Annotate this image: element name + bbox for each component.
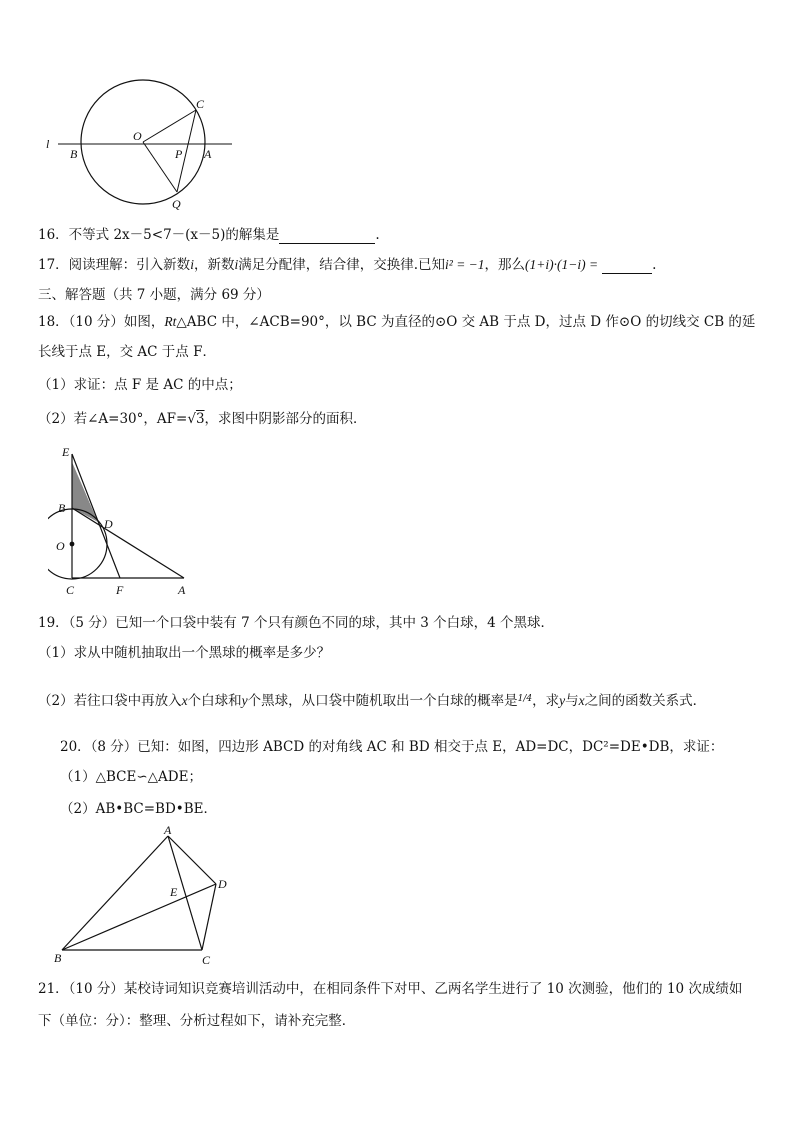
q17-end: . [652,257,657,273]
q18-sub2-a: （2）若∠A=30°，AF= [38,411,188,427]
figure-circle-line [40,78,240,218]
label-A: A [178,583,186,597]
label-C: C [196,97,205,111]
label-F: F [116,583,124,597]
q19-sub2-b: 个白球和 [187,693,242,709]
question-19-line1: 19．（5 分）已知一个口袋中装有 7 个只有颜色不同的球，其中 3 个白球，4 个黑球． [38,615,555,631]
question-21-line2: 下（单位：分）：整理、分析过程如下，请补充完整． [38,1013,356,1029]
label-E: E [62,445,70,459]
label-B: B [54,951,62,965]
q17-i2: i [234,257,239,272]
question-20-sub1: （1）△BCE∽△ADE； [60,769,202,785]
q17-eq1: i² = −1 [445,257,485,272]
q19-sub2-a: （2）若往口袋中再放入 [38,693,182,709]
question-19-sub1: （1）求从中随机抽取出一个黑球的概率是多少？ [38,645,331,661]
answer-blank-16[interactable] [279,229,375,244]
q18-sqrt: 3 [195,411,205,427]
q17-i1: i [190,257,194,272]
question-18-sub1: （1）求证：点 F 是 AC 的中点； [38,377,242,393]
label-P: P [175,147,183,161]
q18-line1-a: 18．（10 分）如图， [38,314,165,330]
question-19-sub2 [38,690,706,710]
label-A: A [204,147,212,161]
label-C: C [202,953,211,967]
q18-rt: Rt [164,314,177,329]
answer-blank-17[interactable] [602,259,652,274]
label-l: l [46,137,50,151]
q19-sub2-d: ，求 [532,693,560,709]
q19-y2: y [559,693,566,708]
figure-right-triangle-circle [48,440,198,602]
question-18-line2: 长线于点 E，交 AC 于点 F． [38,344,216,360]
question-21-line1: 21．（10 分）某校诗词知识竞赛培训活动中，在相同条件下对甲、乙两名学生进行了 10 次测验，他们的 10 次成绩如 [38,981,743,997]
section-title: 三、解答题（共 7 小题，满分 69 分） [38,287,270,303]
q19-sub2-f: 之间的函数关系式． [584,693,707,709]
label-E: E [170,885,178,899]
q19-x2: x [578,693,585,708]
q17-text-b: ，新数 [193,257,235,273]
label-Q: Q [172,197,181,211]
label-O: O [56,539,65,553]
label-C: C [66,583,75,597]
question-17 [38,256,656,274]
q18-sub2-b: ，求图中阴影部分的面积． [204,411,367,427]
label-D: D [104,517,113,531]
q17-text-a: 17．阅读理解：引入新数 [38,257,191,273]
question-18-line1 [38,313,755,331]
q16-end: . [375,227,380,243]
label-B: B [58,501,66,515]
q17-text-c: 满足分配律，结合律，交换律.已知 [238,257,446,273]
question-20-sub2: （2）AB•BC=BD•BE． [60,801,218,817]
q19-sub2-e: 与 [565,693,579,709]
q16-text: 16．不等式 2x－5<7－(x－5)的解集是 [38,227,280,243]
q19-frac: 1/4 [517,694,533,704]
q19-x1: x [181,693,188,708]
label-A: A [164,823,172,837]
label-O: O [133,129,142,143]
figure-quadrilateral [48,822,244,968]
question-16 [38,226,380,244]
label-B: B [70,147,78,161]
label-D: D [218,877,227,891]
q19-y1: y [241,693,248,708]
question-20-line1: 20．（8 分）已知：如图，四边形 ABCD 的对角线 AC 和 BD 相交于点 E，AD=DC，DC²=DE•DB，求证： [60,739,724,755]
q19-sub2-c: 个黑球，从口袋中随机取出一个白球的概率是 [247,693,518,709]
q17-text-d: ，那么 [484,257,526,273]
question-18-sub2: （2）若∠A=30°，AF=√3，求图中阴影部分的面积． [38,411,367,427]
q18-line1-b: △ABC 中，∠ACB=90°，以 BC 为直径的⊙O 交 AB 于点 D，过点 D 作⊙O 的切线交 CB 的延 [176,314,756,330]
q17-eq2: (1+i)·(1−i) = [525,257,599,272]
